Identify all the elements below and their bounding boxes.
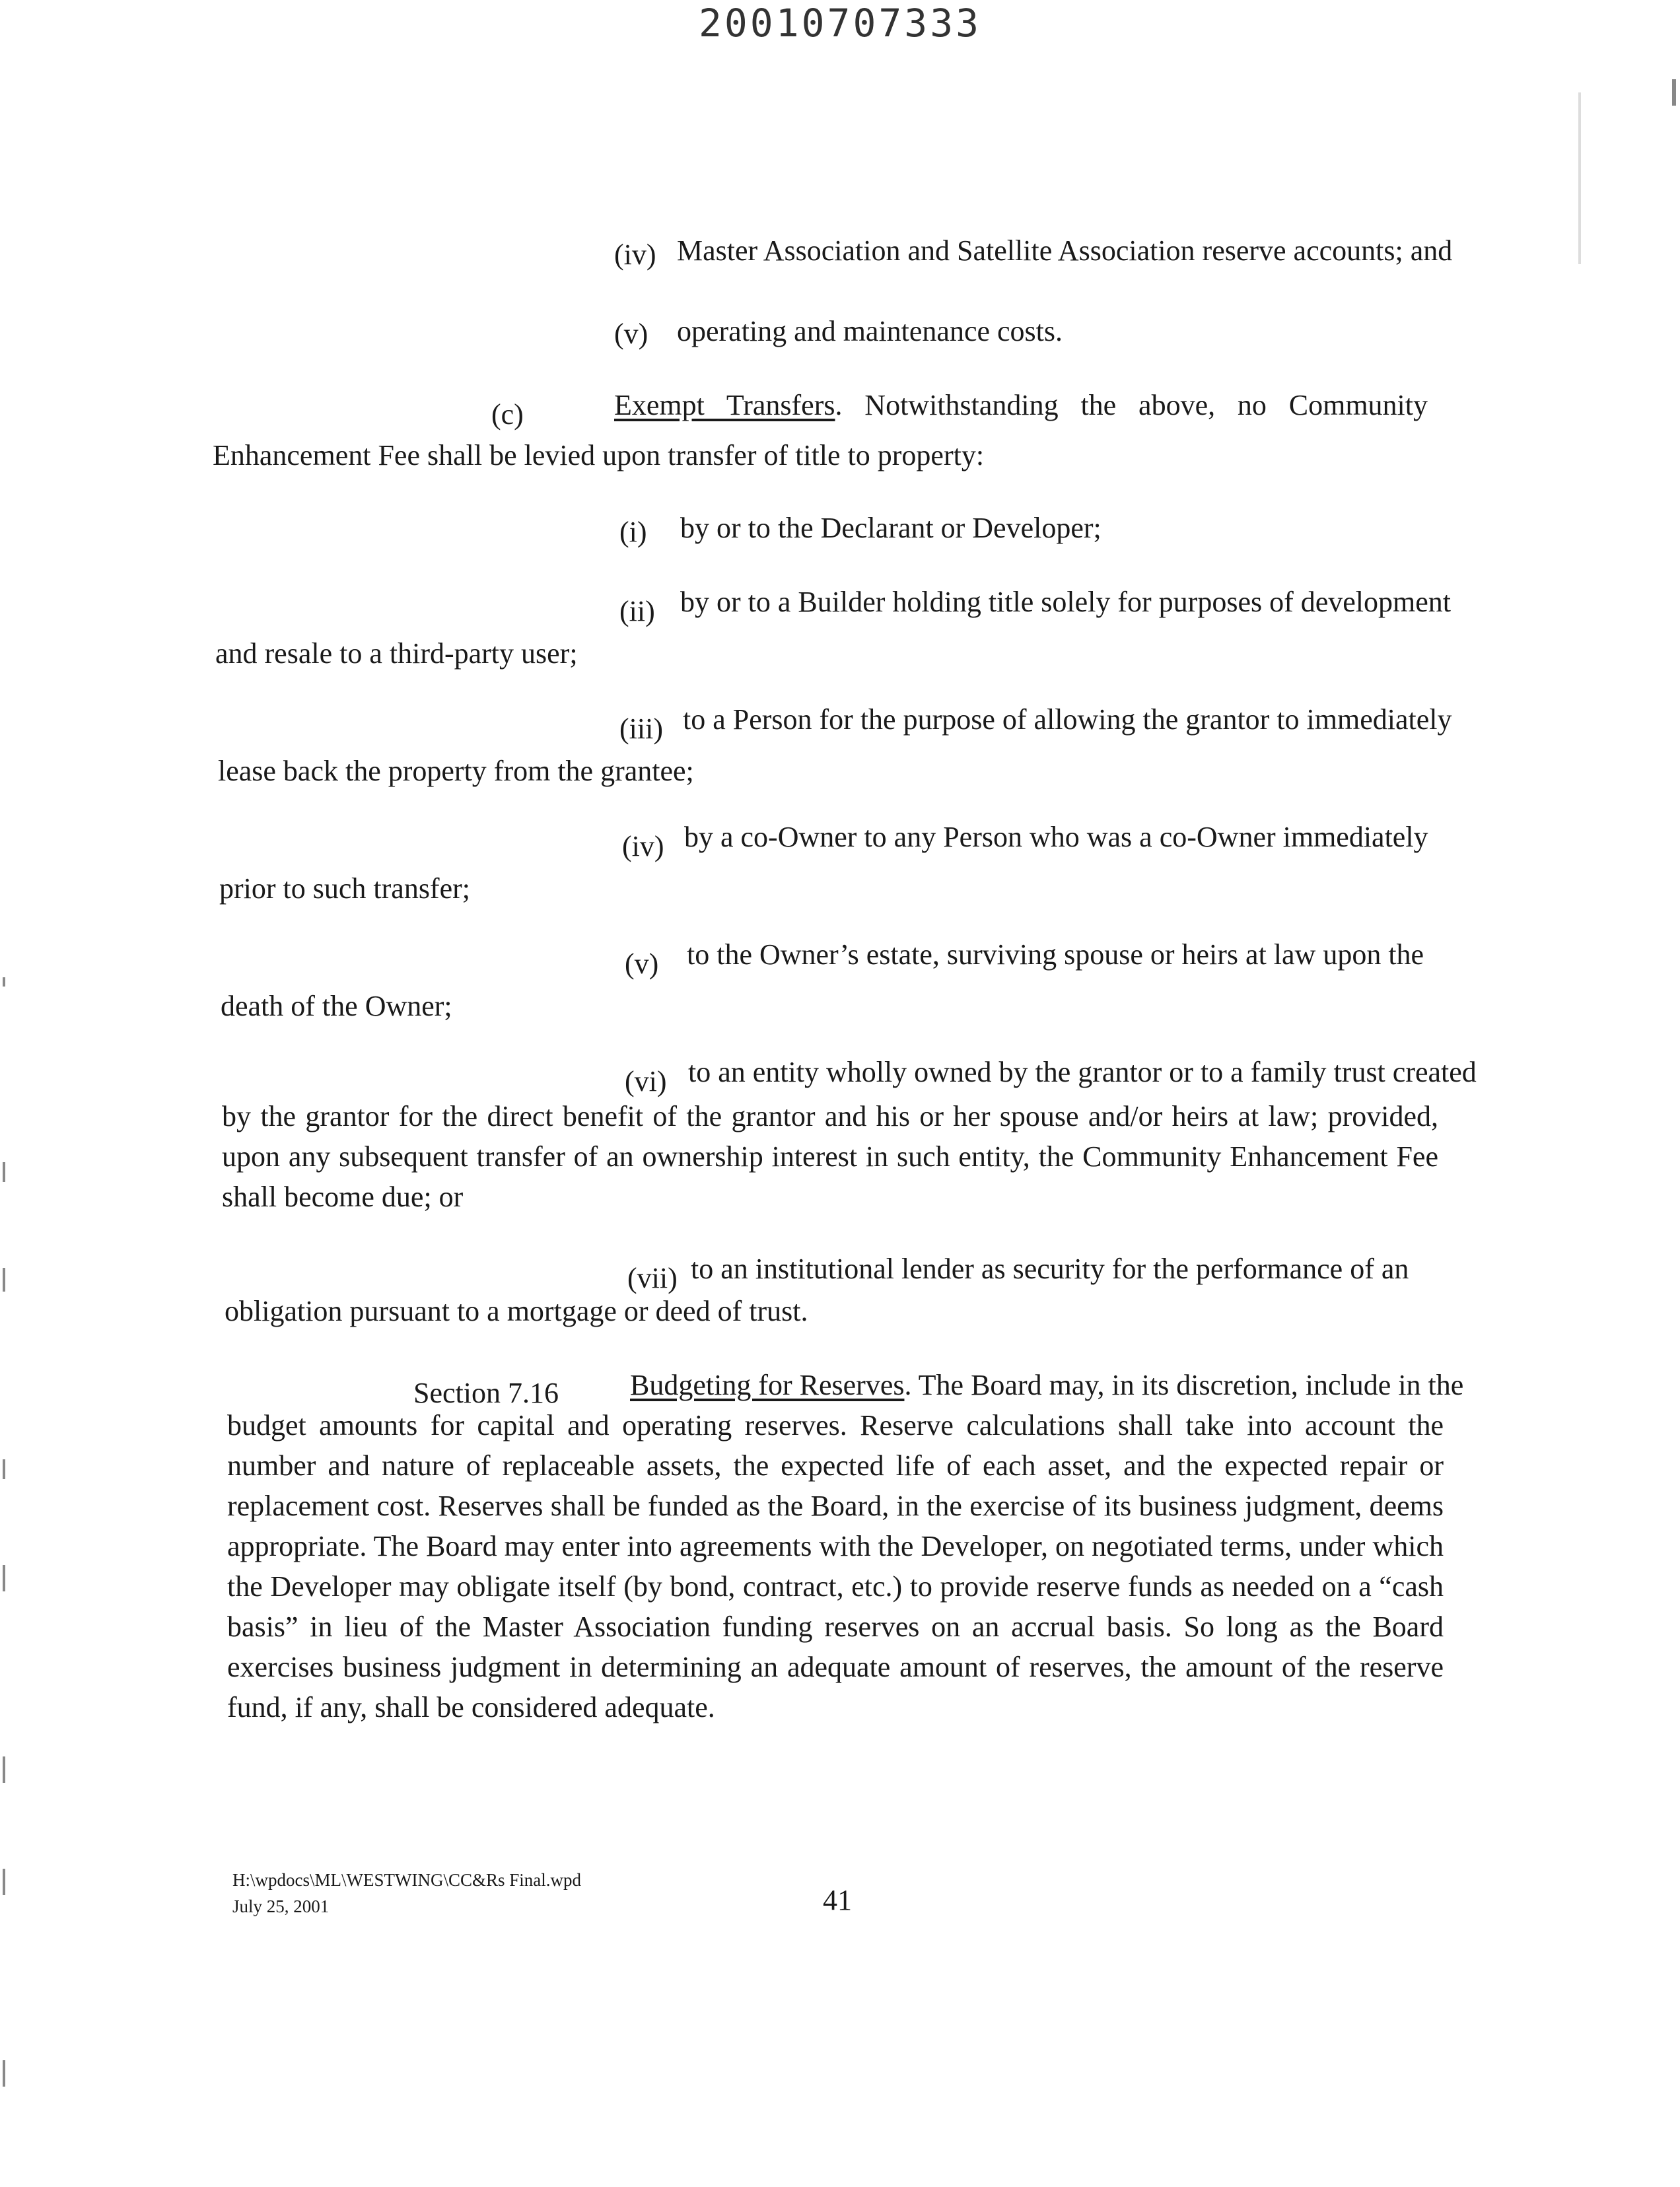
subsection-text: Enhancement Fee shall be levied upon transfer of title to property: xyxy=(213,439,985,471)
list-item-text: obligation pursuant to a mortgage or deed of trust. xyxy=(225,1295,808,1327)
section-title: Budgeting for Reserves xyxy=(630,1369,905,1401)
list-item-number: (v) xyxy=(625,948,659,980)
subsection-title: Exempt Transfers xyxy=(614,389,835,421)
section-label: Section 7.16 xyxy=(413,1377,559,1409)
scan-mark xyxy=(1578,92,1581,264)
subsection-text: . Notwithstanding the above, no Community xyxy=(835,389,1428,421)
scan-mark xyxy=(3,1869,5,1895)
subsection-label: (c) xyxy=(491,398,524,431)
page-number: 41 xyxy=(823,1884,852,1916)
list-item-text: by a co-Owner to any Person who was a co-Owner immediately xyxy=(684,821,1428,853)
list-item-text: to an institutional lender as security for the performance of an xyxy=(691,1253,1409,1285)
list-item-text: to the Owner’s estate, surviving spouse or heirs at law upon the xyxy=(687,938,1424,971)
list-item-number: (iv) xyxy=(614,238,656,271)
list-item-number: (i) xyxy=(619,516,647,548)
section-text: . The Board may, in its discretion, include in the xyxy=(904,1369,1464,1401)
list-item-text: death of the Owner; xyxy=(221,990,452,1022)
list-item-number: (v) xyxy=(614,318,648,350)
list-item-number: (iv) xyxy=(622,830,664,862)
list-item-number: (vii) xyxy=(627,1262,678,1294)
list-item-text: Master Association and Satellite Association reserve accounts; and xyxy=(677,234,1453,267)
list-item-text: and resale to a third-party user; xyxy=(215,637,578,670)
scan-mark xyxy=(3,977,5,987)
footer-date: July 25, 2001 xyxy=(232,1896,330,1916)
list-item-text: by the grantor for the direct benefit of the grantor and his or her spouse and/or heirs at law; provided, upon any subsequent transfer of an ownership interest in such entity, the Community Enhancement Fee shall become due; or xyxy=(222,1100,1438,1213)
scan-mark xyxy=(3,1565,5,1591)
footer-file-path: H:\wpdocs\ML\WESTWING\CC&Rs Final.wpd xyxy=(232,1870,581,1890)
list-item-text: by or to the Declarant or Developer; xyxy=(680,512,1102,544)
list-item-text: by or to a Builder holding title solely for purposes of development xyxy=(680,586,1452,618)
scan-mark xyxy=(1672,79,1676,106)
list-item-text: lease back the property from the grantee; xyxy=(218,755,694,787)
scan-mark xyxy=(3,2060,5,2087)
list-item-text: prior to such transfer; xyxy=(219,872,470,905)
list-item-number: (ii) xyxy=(619,595,655,627)
list-item-number: (iii) xyxy=(619,712,663,745)
section-heading-line xyxy=(630,1367,1463,1404)
list-item-number: (vi) xyxy=(625,1065,667,1097)
scan-mark xyxy=(3,1162,5,1182)
section-body: budget amounts for capital and operating reserves. Reserve calculations shall take into account the number and nature of replaceable assets, the expected life of each asset, and the expected repair or replacement cost. Reserves shall be funded as the Board, in the exercise of its business judgment, deems appropriate. The Board may enter into agreements with the Developer, on negotiated terms, under which the Developer may obligate itself (by bond, contract, etc.) to provide reserve funds as needed on a “cash basis” in lieu of the Master Association funding reserves on an accrual basis. So long as the Board exercises business judgment in determining an adequate amount of reserves, the amount of the reserve fund, if any, shall be considered adequate. xyxy=(227,1409,1444,1723)
scan-mark xyxy=(3,1268,5,1292)
scan-mark xyxy=(3,1756,5,1783)
list-item-text: to an entity wholly owned by the grantor or to a family trust created xyxy=(688,1056,1477,1088)
subsection-heading-line xyxy=(614,387,1428,424)
scan-mark xyxy=(3,1459,5,1479)
list-item-text: operating and maintenance costs. xyxy=(677,315,1063,347)
document-number: 20010707333 xyxy=(698,1,982,46)
list-item-text: to a Person for the purpose of allowing the grantor to immediately xyxy=(683,703,1452,736)
